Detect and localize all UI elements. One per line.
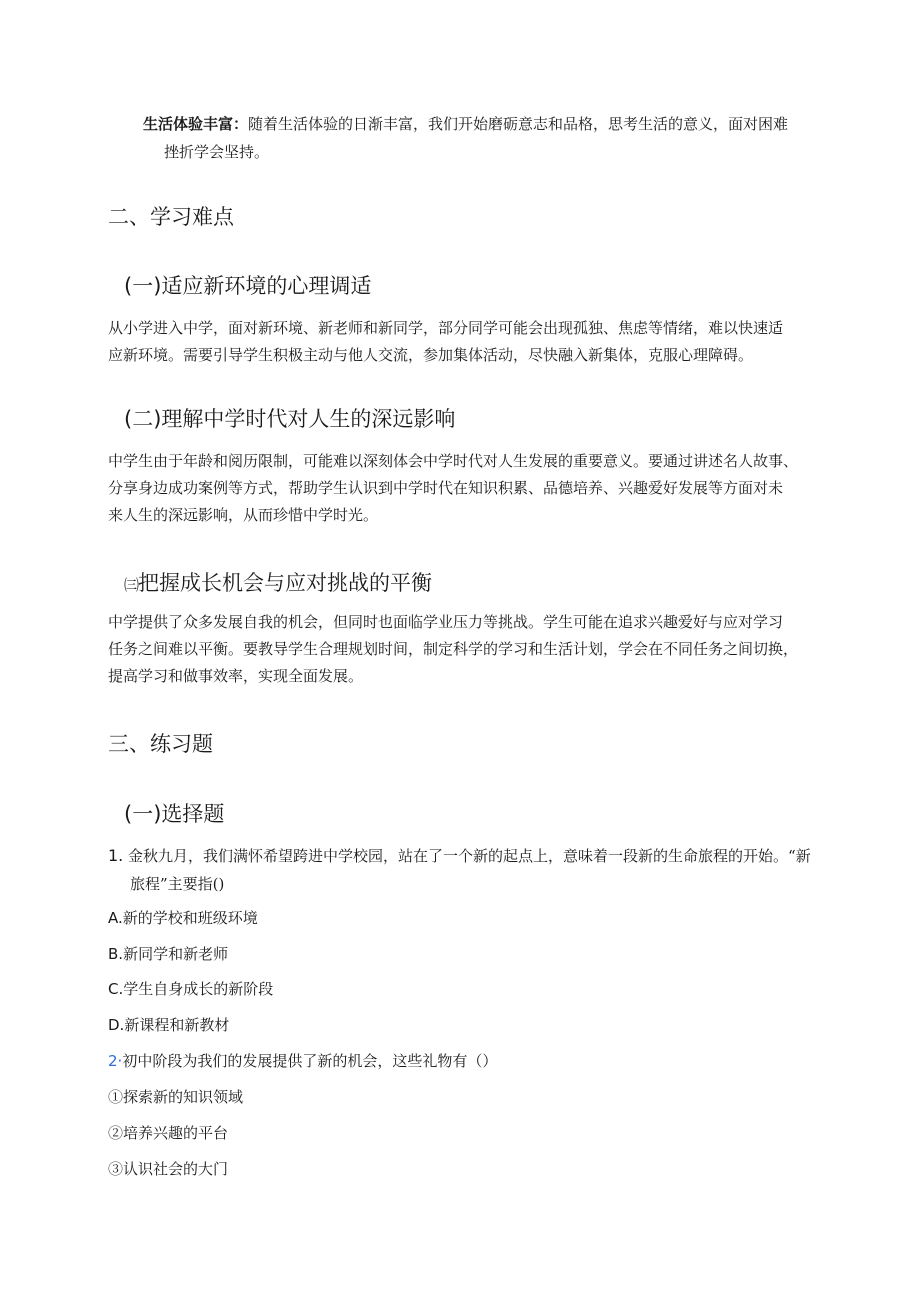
option-text: 新课程和新教材: [124, 1016, 230, 1034]
subheading-multiple-choice: (一)选择题: [124, 802, 225, 826]
subheading-text: 把握成长机会与应对挑战的平衡: [138, 571, 433, 595]
subheading-adapt-environment: (一)适应新环境的心理调适: [124, 274, 372, 298]
section-marker: ㈢: [124, 576, 139, 594]
intro-bullet-paragraph: [143, 110, 823, 166]
paragraph-line: 中学生由于年龄和阅历限制，可能难以深刻体会中学时代对人生发展的重要意义。要通过讲述名人故事、: [108, 452, 799, 470]
statement-item-2: ②培养兴趣的平台: [108, 1124, 229, 1142]
question-1: [108, 842, 814, 898]
paragraph-line: 从小学进入中学，面对新环境、新老师和新同学，部分同学可能会出现孤独、焦虑等情绪，难以快速适: [108, 319, 784, 337]
paragraph-line: 提高学习和做事效率，实现全面发展。: [108, 667, 364, 685]
option-text: 新同学和新老师: [123, 945, 229, 963]
section-heading-learning-difficulties: 二、学习难点: [108, 205, 234, 229]
question-text-line-1: 金秋九月，我们满怀希望跨进中学校园，站在了一个新的起点上，意味着一段新的生命旅程的开始。“新: [128, 847, 811, 865]
question-number: 1.: [108, 846, 124, 865]
option-b: [108, 942, 228, 966]
question-number: 2·: [108, 1052, 123, 1070]
option-letter: D.: [108, 1016, 125, 1034]
statement-item-3: ③认识社会的大门: [108, 1160, 229, 1178]
bullet-lead-text: 生活体验丰富：: [143, 115, 249, 133]
paragraph-balance-opportunity-challenge: [108, 609, 814, 690]
question-2: [108, 1047, 814, 1075]
section-heading-exercises: 三、练习题: [108, 732, 213, 756]
option-d: [108, 1013, 229, 1037]
bullet-line-1: 随着生活体验的日渐丰富，我们开始磨砺意志和品格，思考生活的意义，面对困难: [248, 115, 789, 133]
question-text: 初中阶段为我们的发展提供了新的机会，这些礼物有（）: [122, 1052, 498, 1070]
option-text: 学生自身成长的新阶段: [123, 980, 274, 998]
paragraph-middle-school-influence: [108, 448, 814, 529]
option-a: [108, 906, 258, 930]
paragraph-line: 应新环境。需要引导学生积极主动与他人交流，参加集体活动，尽快融入新集体，克服心理障碍。: [108, 346, 754, 364]
paragraph-line: 任务之间难以平衡。要教导学生合理规划时间，制定科学的学习和生活计划，学会在不同任务之间切换，: [108, 640, 799, 658]
option-letter: B.: [108, 945, 124, 963]
paragraph-line: 中学提供了众多发展自我的机会，但同时也面临学业压力等挑战。学生可能在追求兴趣爱好与应对学习: [108, 613, 784, 631]
option-text: 新的学校和班级环境: [122, 909, 258, 927]
option-letter: C.: [108, 980, 124, 998]
subheading-middle-school-influence: (二)理解中学时代对人生的深远影响: [124, 407, 456, 431]
paragraph-line: 分享身边成功案例等方式，帮助学生认识到中学时代在知识积累、品德培养、兴趣爱好发展等方面对未: [108, 479, 784, 497]
statement-item-1: ①探索新的知识领域: [108, 1088, 244, 1106]
question-text-line-2: 旅程”主要指(): [130, 875, 225, 893]
option-c: [108, 977, 273, 1001]
option-letter: A.: [108, 909, 123, 927]
bullet-line-2: 挫折学会坚持。: [164, 143, 270, 161]
paragraph-line: 来人生的深远影响，从而珍惜中学时光。: [108, 506, 379, 524]
subheading-balance-opportunity-challenge: [124, 569, 432, 599]
paragraph-adapt-environment: [108, 315, 814, 369]
